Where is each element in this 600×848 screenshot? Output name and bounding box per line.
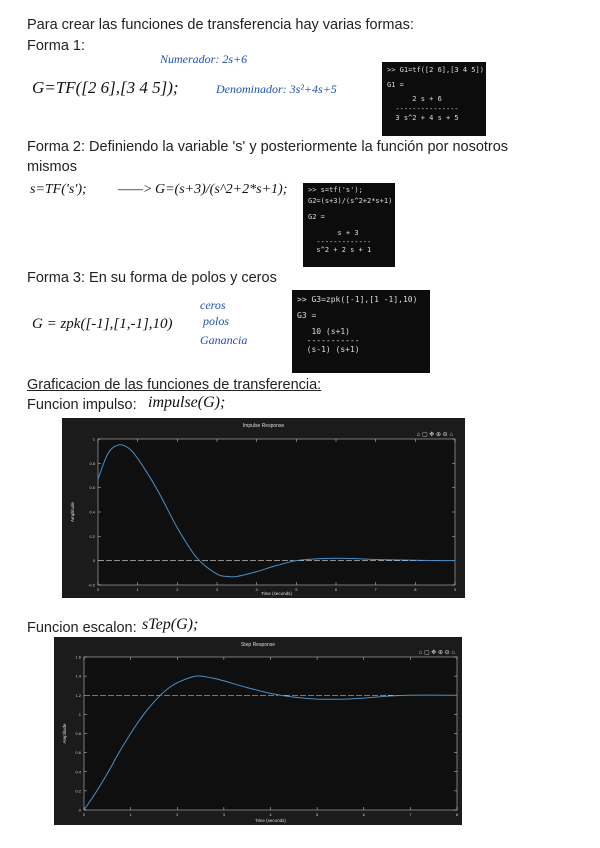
- x-tick-label: 1: [129, 812, 132, 817]
- y-tick-label: 0: [78, 807, 81, 813]
- y-tick-label: 1.2: [75, 692, 81, 698]
- y-tick-label: 0.6: [89, 485, 95, 491]
- terminal-line: -----------: [297, 336, 360, 345]
- x-tick-label: 0: [96, 587, 100, 592]
- terminal-line: G3 =: [297, 311, 317, 320]
- y-tick-label: 0.6: [75, 750, 81, 756]
- x-tick-label: 5: [295, 587, 298, 592]
- terminal-g1: [382, 62, 486, 136]
- y-tick-label: -0.2: [88, 582, 95, 588]
- forma1-handwritten: G=TF([2 6],[3 4 5]);: [32, 78, 179, 97]
- chart-title: Impulse Response: [242, 423, 285, 429]
- toolbar-icons: ⌂ ▢ ✥ ⊕ ⊖ ⌂: [416, 432, 453, 438]
- x-tick-label: 0: [82, 812, 86, 817]
- impulse-label: Funcion impulso:: [27, 397, 137, 413]
- y-tick-label: 1: [78, 711, 81, 717]
- y-axis-label: Amplitude: [70, 501, 75, 523]
- intro-text: Para crear las funciones de transferencia hay varias formas:: [27, 17, 414, 33]
- step-response-chart: [54, 637, 462, 825]
- step-label: Funcion escalon:: [27, 620, 137, 636]
- y-tick-label: 1.4: [75, 673, 81, 679]
- forma3-handwritten: G = zpk([-1],[1,-1],10): [32, 316, 173, 332]
- forma2-handwritten-a: s=TF('s');: [30, 182, 87, 197]
- terminal-line: 10 (s+1): [297, 327, 350, 336]
- forma2-handwritten-b: G=(s+3)/(s^2+2*s+1);: [155, 182, 288, 197]
- terminal-line: (s-1) (s+1): [297, 345, 360, 354]
- terminal-line: s + 3: [308, 229, 359, 237]
- terminal-line: -------------: [308, 238, 372, 246]
- x-tick-label: 2: [176, 812, 179, 817]
- y-tick-label: 0.4: [89, 509, 95, 515]
- x-tick-label: 7: [409, 812, 412, 817]
- x-axis-label: Time (seconds): [255, 818, 286, 823]
- x-tick-label: 6: [362, 812, 365, 817]
- terminal-line: >> G1=tf([2 6],[3 4 5]): [387, 66, 484, 74]
- x-tick-label: 8: [455, 812, 459, 817]
- graficacion-heading: Graficacion de las funciones de transferencia:: [27, 377, 322, 393]
- x-tick-label: 3: [215, 587, 219, 592]
- forma3-heading: Forma 3: En su forma de polos y ceros: [27, 270, 277, 286]
- terminal-line: G2=(s+3)/(s^2+2*s+1): [308, 197, 393, 205]
- x-tick-label: 3: [222, 812, 225, 817]
- impulse-handwritten: impulse(G);: [148, 394, 226, 411]
- y-axis-label: Amplitude: [62, 723, 67, 744]
- x-tick-label: 2: [176, 587, 179, 592]
- x-tick-label: 4: [269, 812, 272, 817]
- terminal-line: G2 =: [308, 213, 325, 221]
- x-tick-label: 5: [316, 812, 319, 817]
- y-tick-label: 1.6: [75, 654, 81, 660]
- x-tick-label: 8: [414, 587, 417, 592]
- terminal-line: 3 s^2 + 4 s + 5: [387, 114, 459, 122]
- polos-note: polos: [203, 314, 230, 328]
- step-handwritten: sTep(G);: [142, 616, 199, 633]
- x-tick-label: 4: [255, 587, 258, 592]
- y-tick-label: 0.8: [75, 731, 81, 736]
- arrow-icon: ——>: [118, 182, 153, 197]
- denominador-note: Denominador: 3s²+4s+5: [216, 82, 337, 96]
- forma2-heading: Forma 2: Definiendo la variable 's' y posteriormente la función por nosotros: [27, 139, 509, 155]
- forma1-heading: Forma 1:: [27, 38, 86, 54]
- y-tick-label: 1: [92, 436, 95, 442]
- x-tick-label: 7: [374, 587, 377, 592]
- chart-title: Step Response: [240, 642, 276, 648]
- numerador-note: Numerador: 2s+6: [160, 52, 248, 66]
- ganancia-note: Ganancia: [200, 333, 248, 347]
- ceros-note: ceros: [200, 298, 226, 312]
- y-tick-label: 0.2: [89, 533, 95, 539]
- terminal-line: s^2 + 2 s + 1: [308, 246, 372, 254]
- y-tick-label: 0.2: [75, 788, 81, 794]
- plot-area: [84, 657, 457, 810]
- terminal-g3: [292, 290, 430, 373]
- terminal-g2: [303, 183, 395, 267]
- x-tick-label: 6: [334, 587, 338, 592]
- x-tick-label: 1: [136, 587, 139, 592]
- y-tick-label: 0.8: [89, 460, 95, 466]
- plot-area: [98, 439, 455, 585]
- x-axis-label: Time (seconds): [261, 591, 292, 596]
- terminal-line: G1 =: [387, 81, 404, 89]
- terminal-line: >> s=tf('s');: [308, 186, 363, 194]
- terminal-line: ---------------: [387, 105, 459, 113]
- toolbar-icons: ⌂ ▢ ✥ ⊕ ⊖ ⌂: [418, 650, 455, 656]
- terminal-line: >> G3=zpk([-1],[1 -1],10): [297, 295, 418, 304]
- impulse-response-chart: [62, 418, 465, 598]
- y-tick-label: 0: [92, 558, 95, 564]
- x-tick-label: 9: [453, 587, 457, 592]
- forma2-heading-cont: mismos: [27, 159, 77, 175]
- y-tick-label: 0.4: [75, 769, 81, 775]
- terminal-line: 2 s + 6: [387, 95, 442, 103]
